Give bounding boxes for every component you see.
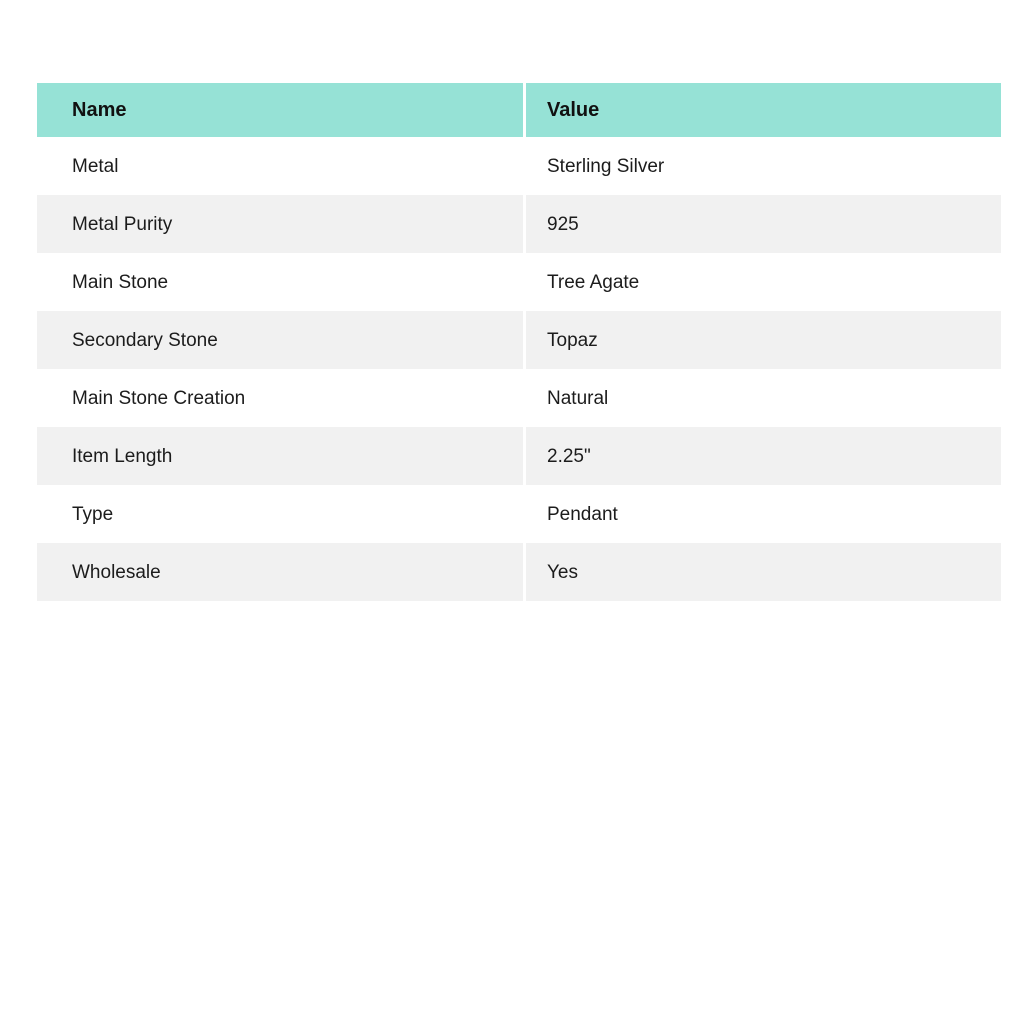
- table-row-metal: [37, 137, 1001, 195]
- row-name-label: Metal: [72, 155, 119, 177]
- table-row-secondary-stone: [37, 311, 1001, 369]
- table-row-metal-purity: [37, 195, 1001, 253]
- row-value: Yes: [523, 543, 1001, 601]
- row-value: 2.25": [523, 427, 1001, 485]
- row-value: Tree Agate: [523, 253, 1001, 311]
- row-value: 925: [523, 195, 1001, 253]
- table-row-item-length: [37, 427, 1001, 485]
- row-name-label: Main Stone: [72, 271, 169, 293]
- table-row-wholesale: [37, 543, 1001, 601]
- row-value: Topaz: [523, 311, 1001, 369]
- row-name-label: Item Length: [72, 445, 173, 467]
- row-value: Pendant: [523, 485, 1001, 543]
- header-cell-value: Value: [523, 83, 1001, 137]
- row-name-label: Wholesale: [72, 561, 161, 583]
- table-row-main-stone: [37, 253, 1001, 311]
- row-name-label: Secondary Stone: [72, 329, 218, 351]
- row-name-label: Type: [72, 503, 114, 525]
- row-name-label: Main Stone Creation: [72, 387, 246, 409]
- header-cell-name: Name: [72, 99, 127, 121]
- row-name-label: Metal Purity: [72, 213, 173, 235]
- row-value: Sterling Silver: [523, 137, 1001, 195]
- row-value: Natural: [523, 369, 1001, 427]
- table-row-main-stone-creation: [37, 369, 1001, 427]
- table-row-type: [37, 485, 1001, 543]
- attributes-table: [37, 83, 1001, 601]
- table-header-row: [37, 83, 1001, 137]
